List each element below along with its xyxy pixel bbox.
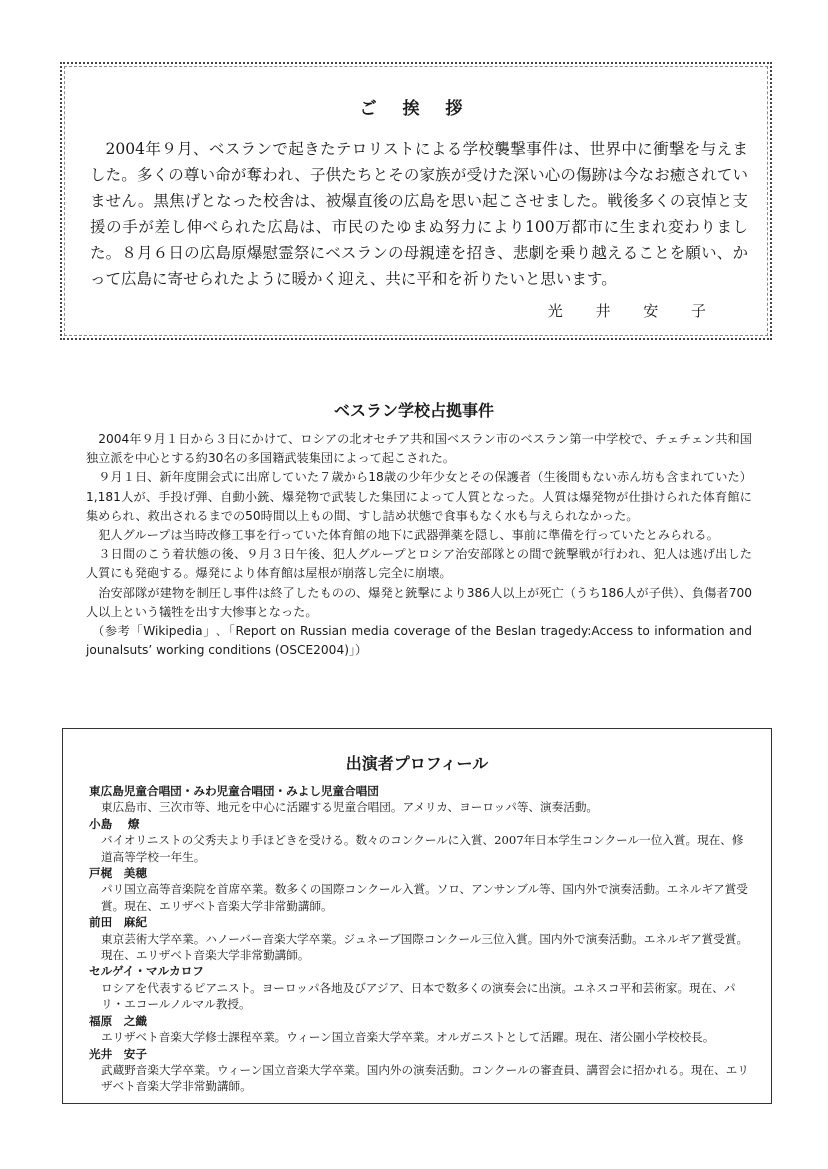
article-paragraph: 2004年９月１日から３日にかけて、ロシアの北オセチア共和国ベスラン市のベスラン第一中学校で、チェチェン共和国独立派を中心とする約30名の多国籍武装集団によって起こされた。 <box>86 432 752 466</box>
profile-name: 小島 燎 <box>89 816 140 831</box>
profile-desc: バイオリニストの父秀夫より手ほどきを受ける。数々のコンクールに入賞、2007年日本学生コンクール一位入賞。現在、修道高等学校一年生。 <box>101 833 744 864</box>
profile-name: 戸梶 美穂 <box>89 866 147 881</box>
profile-box <box>62 728 772 1104</box>
greeting-body: 2004年９月、ベスランで起きたテロリストによる学校襲撃事件は、世界中に衝撃を与えました。多くの尊い命が奪われ、子供たちとその家族が受けた深い心の傷跡は今なお癒されていません。黒焦げとなった校舎は、被爆直後の広島を思い起こさせました。戦後多くの哀悼と支援の手が差し伸べられた広島は、市民のたゆまぬ努力により100万都市に生まれ変わりました。８月６日の広島原爆慰霊祭にベスランの母親達を招き、悲劇を乗り越えることを願い、かって広島に寄せられたように暖かく迎え、共に平和を祈りたいと思います。 <box>90 140 748 288</box>
profile-desc: 東京芸術大学卒業。ハノーバー音楽大学卒業。ジュネーブ国際コンクール三位入賞。国内外で演奏活動。エネルギア賞受賞。現在、エリザベト音楽大学非常勤講師。 <box>101 931 749 963</box>
profile-desc: エリザベト音楽大学修士課程卒業。ウィーン国立音楽大学卒業。オルガニストとして活躍。現在、渚公園小学校校長。 <box>101 1030 715 1045</box>
profile-item <box>89 914 753 963</box>
profile-item <box>89 1046 753 1095</box>
profile-name: 前田 麻紀 <box>89 915 147 930</box>
article-paragraph: ９月１日、新年度開会式に出席していた７歳から18歳の少年少女とその保護者（生後間もない赤ん坊も含まれていた）1,181人が、手投げ弾、自動小銃、爆発物で武装した集団によって人質となった。人質は爆発物が仕掛けられた体育館に集められ、救出されるまでの50時間以上もの間、すし詰め状態で食事もなく水も与えられなかった。 <box>86 470 752 523</box>
profile-list <box>89 783 753 1095</box>
profile-title: 出演者プロフィール <box>345 754 489 773</box>
profile-item <box>89 1013 753 1046</box>
profile-name: 光井 安子 <box>89 1046 147 1061</box>
article-reference: （参考「Wikipedia」､「Report on Russian media coverage of the Beslan tragedy:Access to information and jounalsuts’ working conditions (OSCE2004)」） <box>86 624 752 658</box>
article-paragraph: 治安部隊が建物を制圧し事件は終了したものの、爆発と銃撃により386人以上が死亡（うち186人が子供）、負傷者700人以上という犠牲を出す大惨事となった。 <box>86 585 752 619</box>
profile-name: 東広島児童合唱団・みわ児童合唱団・みよし児童合唱団 <box>89 784 379 798</box>
article-paragraph: 犯人グループは当時改修工事を行っていた体育館の地下に武器弾薬を隠し、事前に準備を行っていたとみられる。 <box>98 528 719 543</box>
profile-name: 福原 之織 <box>89 1013 147 1028</box>
greeting-box <box>60 62 772 340</box>
article-paragraph: ３日間のこう着状態の後、９月３日午後、犯人グループとロシア治安部隊との間で銃撃戦が行われ、犯人は逃げ出した人質にも発砲する。爆発により体育館は屋根が崩落し完全に崩壊。 <box>86 547 752 581</box>
profile-item <box>89 865 753 914</box>
profile-item <box>89 816 753 865</box>
profile-name: セルゲイ・マルカロフ <box>89 964 204 979</box>
profile-desc: 武蔵野音楽大学卒業。ウィーン国立音楽大学卒業。国内外の演奏活動。コンクールの審査員、講習会に招かれる。現在、エリザベト音楽大学非常勤講師。 <box>101 1062 749 1094</box>
article-title: ベスラン学校占拠事件 <box>333 401 494 420</box>
profile-item <box>89 783 753 816</box>
article-body <box>86 430 752 660</box>
greeting-author: 光 井 安 子 <box>547 302 720 320</box>
profile-item <box>89 963 753 1012</box>
profile-desc: 東広島市、三次市等、地元を中心に活躍する児童合唱団。アメリカ、ヨーロッパ等、演奏活動。 <box>101 800 599 815</box>
profile-desc: パリ国立高等音楽院を首席卒業。数多くの国際コンクール入賞。ソロ、アンサンブル等、国内外で演奏活動。エネルギア賞受賞。現在、エリザベト音楽大学非常勤講師。 <box>101 882 748 913</box>
greeting-title: ご 挨 拶 <box>359 99 473 119</box>
profile-desc: ロシアを代表するピアニスト。ヨーロッパ各地及びアジア、日本で数多くの演奏会に出演。ユネスコ平和芸術家。現在、パリ・エコールノルマル教授。 <box>101 980 736 1012</box>
